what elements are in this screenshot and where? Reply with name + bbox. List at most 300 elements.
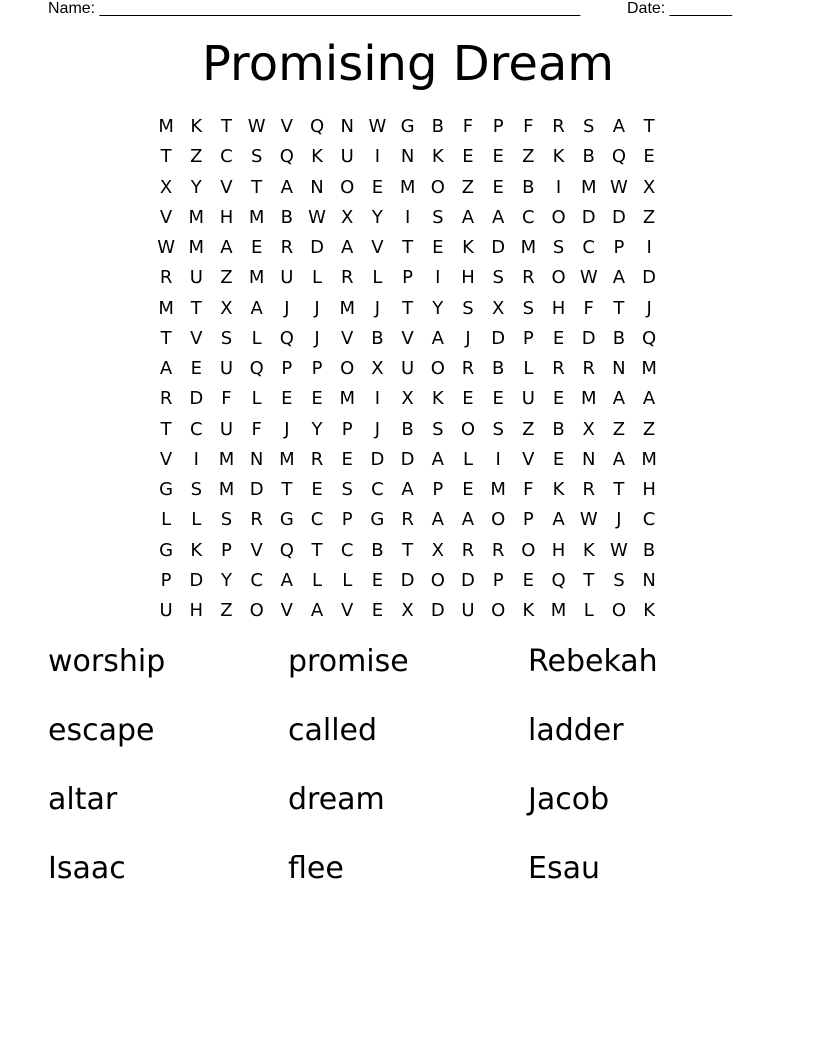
grid-letter: Z [642, 206, 656, 228]
grid-letter: S [190, 479, 202, 501]
grid-letter: E [371, 176, 384, 198]
grid-letter: O [340, 176, 355, 198]
grid-letter: Q [279, 539, 294, 561]
grid-letter: M [399, 176, 416, 198]
grid-letter: E [462, 479, 474, 501]
grid-letter: C [340, 539, 354, 561]
grid-letter: G [159, 479, 174, 501]
grid-letter: W [308, 206, 326, 228]
word-bank [48, 642, 768, 918]
grid-letter: O [491, 509, 506, 531]
grid-letter: A [280, 569, 293, 591]
grid-letter: A [612, 116, 626, 138]
grid-letter: E [552, 388, 565, 410]
grid-row [151, 294, 664, 324]
grid-letter: K [431, 388, 444, 410]
grid-letter: A [341, 237, 354, 259]
grid-letter: M [490, 479, 506, 501]
grid-letter: U [280, 267, 294, 289]
grid-letter: J [465, 327, 471, 349]
puzzle-title: Promising Dream [201, 36, 615, 92]
grid-letter: S [432, 206, 444, 228]
grid-letter: A [461, 206, 475, 228]
grid-letter: R [280, 237, 294, 259]
grid-letter: Z [522, 418, 535, 440]
grid-letter: D [189, 569, 204, 591]
grid-letter: E [341, 448, 353, 470]
grid-letter: J [646, 297, 652, 319]
grid-letter: S [492, 267, 504, 289]
grid-letter: Z [220, 600, 233, 622]
grid-letter: W [247, 116, 266, 138]
grid-letter: M [248, 206, 265, 228]
grid-letter: D [642, 267, 657, 289]
grid-letter: N [642, 569, 656, 591]
grid-letter: X [159, 176, 173, 198]
grid-letter: A [612, 388, 626, 410]
grid-letter: P [432, 479, 444, 501]
grid-letter: A [491, 206, 505, 228]
grid-letter: T [160, 418, 172, 440]
grid-letter: J [374, 297, 381, 319]
grid-letter: P [402, 267, 414, 289]
grid-letter: A [612, 448, 626, 470]
word-bank-item: Esau [528, 851, 600, 886]
grid-letter: K [643, 600, 655, 622]
grid-letter: L [251, 327, 262, 349]
grid-letter: G [279, 509, 294, 531]
grid-letter: P [221, 539, 232, 561]
grid-letter: Q [642, 327, 657, 349]
grid-letter: N [612, 358, 626, 380]
grid-letter: E [462, 388, 474, 410]
grid-letter: I [495, 448, 501, 470]
grid-letter: V [250, 539, 263, 561]
grid-letter: Z [190, 146, 203, 168]
grid-letter: D [491, 327, 506, 349]
grid-row [151, 384, 664, 414]
word-bank-item: flee [288, 851, 344, 886]
grid-letter: D [430, 600, 445, 622]
grid-letter: V [190, 327, 203, 349]
grid-letter: K [552, 479, 565, 501]
grid-letter: B [612, 327, 626, 349]
grid-letter: I [193, 448, 199, 470]
grid-letter: O [340, 358, 355, 380]
word-bank-item: dream [288, 782, 385, 817]
grid-letter: T [281, 479, 293, 501]
grid-letter: F [462, 116, 474, 138]
grid-letter: D [249, 479, 264, 501]
grid-letter: V [159, 206, 173, 228]
grid-letter: E [281, 388, 293, 410]
grid-letter: W [579, 267, 598, 289]
grid-letter: R [340, 267, 354, 289]
word-bank-item: promise [288, 644, 409, 679]
grid-letter: S [492, 418, 504, 440]
grid-letter: J [314, 327, 320, 349]
grid-letter: N [581, 448, 596, 470]
grid-row [151, 566, 664, 596]
grid-row [151, 203, 664, 233]
grid-letter: E [462, 146, 474, 168]
grid-letter: P [311, 358, 323, 380]
grid-letter: S [220, 509, 233, 531]
grid-letter: L [523, 358, 534, 380]
grid-letter: C [310, 509, 324, 531]
grid-letter: M [158, 116, 174, 138]
grid-letter: Q [611, 146, 626, 168]
grid-row [151, 445, 664, 475]
grid-letter: S [522, 297, 535, 319]
grid-letter: O [430, 358, 445, 380]
grid-letter: Z [220, 267, 233, 289]
grid-letter: L [583, 600, 594, 622]
grid-letter: T [402, 237, 414, 259]
name-field: Name: ______________________________________________________ [48, 0, 581, 17]
grid-letter: X [431, 539, 444, 561]
grid-letter: A [220, 237, 233, 259]
grid-letter: D [400, 569, 415, 591]
grid-letter: K [522, 600, 535, 622]
grid-letter: R [250, 509, 263, 531]
grid-letter: O [491, 600, 506, 622]
grid-letter: K [190, 116, 203, 138]
word-bank-item: Rebekah [528, 644, 658, 679]
grid-letter: U [401, 358, 415, 380]
grid-letter: L [372, 267, 383, 289]
grid-letter: Y [220, 569, 232, 591]
grid-letter: H [642, 479, 656, 501]
grid-letter: R [461, 358, 475, 380]
grid-letter: D [310, 237, 324, 259]
grid-letter: A [401, 479, 414, 501]
grid-letter: E [432, 237, 444, 259]
grid-letter: B [642, 539, 656, 561]
grid-letter: V [371, 237, 384, 259]
grid-letter: B [582, 146, 595, 168]
grid-letter: R [310, 448, 324, 470]
grid-letter: F [523, 479, 534, 501]
grid-letter: O [430, 176, 445, 198]
grid-letter: J [374, 418, 381, 440]
grid-letter: B [431, 116, 444, 138]
grid-letter: P [281, 358, 293, 380]
grid-letter: W [610, 176, 628, 198]
grid-letter: M [641, 448, 657, 470]
grid-letter: D [611, 206, 626, 228]
grid-letter: J [314, 297, 320, 319]
grid-letter: O [551, 267, 566, 289]
grid-letter: J [616, 509, 622, 531]
grid-letter: Q [279, 327, 294, 349]
grid-row [151, 142, 664, 172]
grid-letter: E [311, 388, 323, 410]
grid-letter: U [461, 600, 475, 622]
grid-letter: S [250, 146, 263, 168]
grid-letter: D [491, 237, 506, 259]
grid-letter: Q [309, 116, 325, 138]
grid-row [151, 324, 664, 354]
grid-letter: E [643, 146, 655, 168]
letter-grid [151, 112, 664, 626]
grid-letter: K [582, 539, 595, 561]
grid-letter: S [613, 569, 625, 591]
grid-letter: I [435, 267, 441, 289]
grid-letter: W [157, 237, 175, 259]
grid-letter: I [404, 206, 411, 228]
grid-letter: T [311, 539, 323, 561]
grid-letter: X [491, 297, 505, 319]
grid-letter: B [401, 418, 414, 440]
grid-letter: G [159, 539, 174, 561]
grid-letter: T [160, 146, 172, 168]
grid-letter: I [374, 388, 381, 410]
grid-letter: H [461, 267, 475, 289]
grid-letter: C [582, 237, 595, 259]
grid-letter: P [522, 327, 534, 349]
grid-letter: O [430, 569, 445, 591]
word-bank-item: ladder [528, 713, 624, 748]
grid-letter: M [279, 448, 295, 470]
grid-letter: X [582, 418, 595, 440]
grid-letter: P [613, 237, 625, 259]
worksheet-header [48, 0, 748, 20]
grid-letter: Y [371, 206, 383, 228]
grid-letter: F [221, 388, 232, 410]
grid-letter: E [522, 569, 535, 591]
grid-letter: V [341, 600, 354, 622]
grid-letter: A [159, 358, 173, 380]
grid-letter: M [580, 388, 597, 410]
grid-letter: M [188, 237, 205, 259]
grid-letter: L [251, 388, 262, 410]
grid-letter: Z [642, 418, 656, 440]
grid-letter: A [431, 448, 444, 470]
grid-letter: J [284, 418, 290, 440]
grid-letter: B [491, 358, 505, 380]
grid-letter: O [521, 539, 536, 561]
grid-letter: F [523, 116, 534, 138]
grid-row [151, 233, 664, 263]
grid-letter: X [401, 388, 414, 410]
grid-letter: S [583, 116, 595, 138]
grid-letter: U [219, 358, 234, 380]
grid-letter: X [642, 176, 656, 198]
grid-letter: V [220, 176, 233, 198]
grid-letter: E [250, 237, 263, 259]
grid-letter: H [551, 297, 566, 319]
grid-letter: R [159, 267, 173, 289]
grid-letter: B [371, 539, 384, 561]
grid-letter: N [340, 116, 354, 138]
grid-letter: M [339, 388, 355, 410]
grid-letter: N [310, 176, 324, 198]
grid-letter: T [160, 327, 172, 349]
grid-letter: P [492, 116, 504, 138]
word-bank-item: Jacob [528, 782, 610, 817]
grid-letter: A [461, 509, 475, 531]
grid-letter: R [491, 539, 505, 561]
grid-letter: A [431, 327, 444, 349]
grid-letter: V [401, 327, 414, 349]
grid-letter: M [550, 600, 567, 622]
grid-letter: O [551, 206, 566, 228]
word-bank-item: escape [48, 713, 155, 748]
grid-row [151, 596, 664, 626]
grid-letter: Z [612, 418, 626, 440]
grid-letter: Q [551, 569, 566, 591]
grid-letter: R [582, 358, 595, 380]
grid-letter: Z [461, 176, 475, 198]
grid-letter: C [642, 509, 656, 531]
grid-letter: M [520, 237, 537, 259]
grid-letter: L [462, 448, 473, 470]
grid-letter: O [249, 600, 264, 622]
grid-letter: E [492, 176, 504, 198]
grid-letter: K [552, 146, 565, 168]
word-bank-item: Isaac [48, 851, 126, 886]
grid-letter: Y [311, 418, 323, 440]
grid-letter: L [342, 569, 353, 591]
grid-letter: M [641, 358, 657, 380]
grid-letter: E [311, 479, 323, 501]
grid-letter: E [492, 388, 504, 410]
grid-letter: D [581, 327, 596, 349]
grid-letter: T [251, 176, 263, 198]
grid-letter: S [220, 327, 233, 349]
grid-letter: I [646, 237, 652, 259]
grid-letter: V [280, 600, 293, 622]
grid-letter: I [555, 176, 562, 198]
grid-row [151, 112, 664, 142]
grid-row [151, 415, 664, 445]
grid-letter: V [341, 327, 354, 349]
grid-letter: E [190, 358, 202, 380]
grid-letter: P [341, 418, 353, 440]
grid-letter: C [371, 479, 384, 501]
grid-letter: G [400, 116, 415, 138]
grid-letter: C [189, 418, 203, 440]
grid-letter: A [280, 176, 293, 198]
grid-letter: E [552, 327, 565, 349]
grid-letter: Y [432, 297, 444, 319]
grid-letter: L [191, 509, 202, 531]
grid-letter: R [461, 539, 475, 561]
grid-row [151, 475, 664, 505]
grid-letter: J [284, 297, 290, 319]
grid-letter: P [492, 569, 504, 591]
grid-letter: D [581, 206, 596, 228]
grid-letter: C [250, 569, 263, 591]
word-bank-item: called [288, 713, 378, 748]
grid-letter: R [401, 509, 414, 531]
grid-letter: S [552, 237, 565, 259]
word-bank-item: worship [48, 644, 166, 679]
grid-letter: E [552, 448, 565, 470]
grid-row [151, 263, 664, 293]
grid-letter: W [368, 116, 387, 138]
grid-letter: R [552, 358, 565, 380]
grid-letter: N [249, 448, 264, 470]
grid-letter: M [248, 267, 265, 289]
grid-letter: T [402, 297, 414, 319]
grid-letter: X [401, 600, 414, 622]
grid-letter: K [190, 539, 203, 561]
grid-letter: G [370, 509, 385, 531]
grid-letter: T [190, 297, 202, 319]
grid-letter: D [189, 388, 204, 410]
grid-letter: Z [522, 146, 535, 168]
grid-letter: H [219, 206, 234, 228]
grid-letter: X [371, 358, 384, 380]
grid-row [151, 354, 664, 384]
word-bank-item: altar [48, 782, 118, 817]
date-field: Date: _______ [627, 0, 732, 17]
grid-letter: A [250, 297, 263, 319]
grid-letter: F [583, 297, 594, 319]
grid-letter: Q [249, 358, 264, 380]
grid-letter: W [579, 509, 598, 531]
grid-letter: S [462, 297, 474, 319]
grid-letter: T [643, 116, 655, 138]
grid-letter: E [371, 569, 384, 591]
grid-letter: K [431, 146, 444, 168]
grid-letter: D [400, 448, 415, 470]
grid-letter: P [522, 509, 534, 531]
grid-letter: V [159, 448, 173, 470]
grid-letter: R [159, 388, 173, 410]
grid-letter: S [432, 418, 444, 440]
grid-letter: A [612, 267, 626, 289]
grid-letter: B [552, 418, 565, 440]
grid-letter: I [374, 146, 381, 168]
grid-letter: L [312, 569, 323, 591]
grid-letter: H [551, 539, 566, 561]
grid-letter: R [522, 267, 535, 289]
grid-letter: E [371, 600, 384, 622]
grid-letter: P [341, 509, 353, 531]
grid-letter: M [339, 297, 355, 319]
grid-letter: U [521, 388, 535, 410]
grid-letter: X [341, 206, 354, 228]
grid-letter: D [370, 448, 385, 470]
grid-letter: T [402, 539, 414, 561]
grid-letter: K [311, 146, 323, 168]
grid-row [151, 173, 664, 203]
grid-letter: U [159, 600, 173, 622]
grid-letter: M [188, 206, 205, 228]
grid-letter: X [220, 297, 233, 319]
grid-letter: T [613, 297, 625, 319]
grid-letter: F [251, 418, 262, 440]
grid-letter: V [522, 448, 535, 470]
grid-letter: C [522, 206, 535, 228]
grid-letter: V [280, 116, 293, 138]
grid-letter: E [492, 146, 504, 168]
grid-letter: W [610, 539, 628, 561]
grid-letter: L [312, 267, 323, 289]
grid-letter: B [371, 327, 384, 349]
grid-letter: A [310, 600, 324, 622]
grid-letter: T [613, 479, 625, 501]
grid-letter: B [280, 206, 294, 228]
grid-letter: L [161, 509, 172, 531]
grid-letter: O [460, 418, 476, 440]
grid-letter: B [522, 176, 535, 198]
grid-letter: K [462, 237, 474, 259]
grid-letter: U [340, 146, 354, 168]
